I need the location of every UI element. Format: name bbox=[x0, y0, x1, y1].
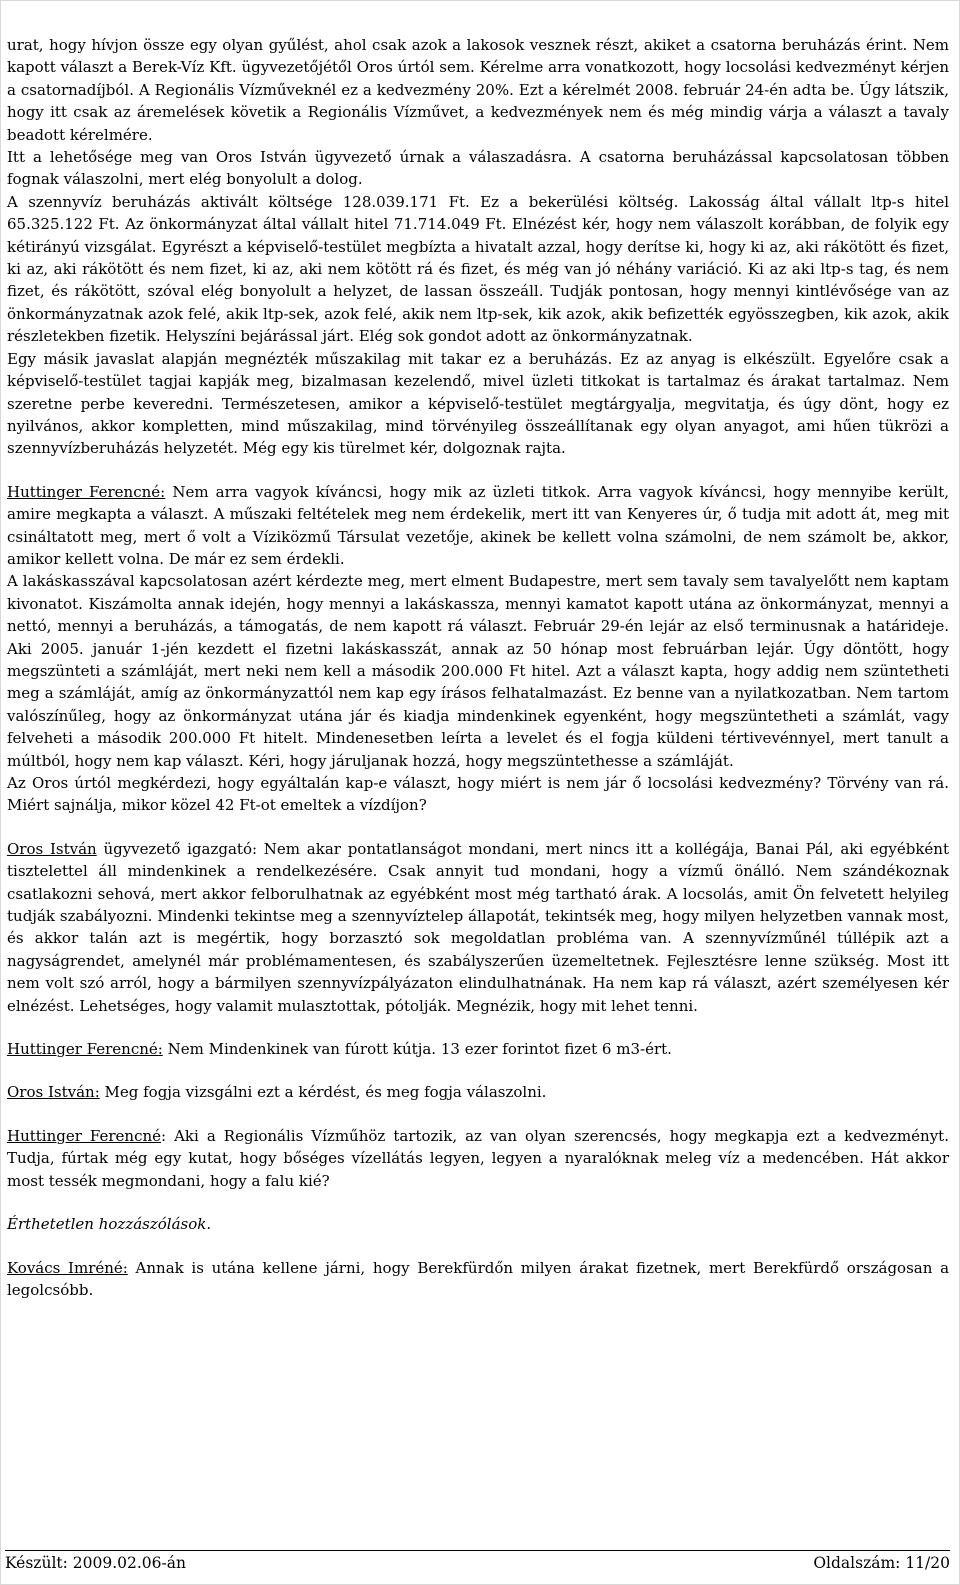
paragraph-text: Nem arra vagyok kíváncsi, hogy mik az üzleti titkok. Arra vagyok kíváncsi, hogy mennyibe került, amire megkapta a választ. A műszaki feltételek meg nem érdekelik, mert itt van Kenyeres úr, ő tudja mit adott át, meg mit csináltatott meg, mert ő volt a Víziközmű Társulat vezetője, akinek be kellett volna számolni, de nem számolt be, akkor, amikor kellett volna. De már ez sem érdekli. bbox=[7, 482, 949, 568]
page-footer bbox=[5, 1550, 950, 1572]
paragraph bbox=[7, 34, 949, 146]
paragraph-text: ügyvezető igazgató: Nem akar pontatlanságot mondani, mert nincs itt a kollégája, Banai Pál, aki egyébként tisztelettel áll mindenkinek a rendelkezésére. Csak annyit tud mondani, hogy a vízmű önálló. Nem szándékoznak csatlakozni sehová, mert akkor felborulhatnak az egyébként most még tartható árak. A locsolás, amit Ön felvetett helyileg tudják szabályozni. Mindenki tekintse meg a szennyvíztelep állapotát, tekintsék meg, hogy milyen helyzetben vannak most, és akkor talán azt is megértik, hogy borzasztó sok megoldatlan probléma van. A szennyvízműnél túllépik azt a nagyságrendet, amelynél már problémamentesen, és szabályszerűen üzemeltetnek. Fejlesztésre lenne szükség. Most itt nem volt szó arról, hogy a bármilyen szennyvízpályázaton elindulhatnának. Ha nem kap rá választ, azért személyesen kér elnézést. Lehetséges, hogy valamit mulasztottak, pótolják. Megnézik, hogy mit lehet tenni. bbox=[7, 839, 949, 1015]
paragraph bbox=[7, 146, 949, 191]
paragraph-text: A szennyvíz beruházás aktivált költsége 128.039.171 Ft. Ez a bekerülési költség. Lakosság által vállalt ltp-s hitel 65.325.122 Ft. Az önkormányzat által vállalt hitel 71.714.049 Ft. Elnézést kér, hogy nem válaszolt korábban, de folyik egy kétirányú vizsgálat. Egyrészt a képviselő-testület megbízta a hivatalt azzal, hogy derítse ki, hogy ki az, aki rákötött és fizet, ki az, aki rákötött és nem fizet, ki az, aki nem kötött rá és fizet, és még van jó néhány variáció. Ki az aki ltp-s tag, és nem fizet, és rákötött, szóval elég bonyolult a helyzet, de lassan összeáll. Tudják pontosan, hogy mennyi kintlévősége van az önkormányzatnak azok felé, akik ltp-sek, azok felé, akik nem ltp-sek, kik azok, akik befizették egyösszegben, kik azok, akik részletekben fizetik. Helyszíni bejárással járt. Elég sok gondot adott az önkormányzatnak. bbox=[7, 192, 949, 346]
speaker-name: Oros István bbox=[7, 839, 97, 858]
speaker-name: Huttinger Ferencné: bbox=[7, 1040, 163, 1059]
speaker-name: Oros István: bbox=[7, 1083, 100, 1102]
paragraph-text: : Aki a Regionális Vízműhöz tartozik, az van olyan szerencsés, hogy megkapja ezt a kedvezményt. Tudja, fúrtak még egy kutat, hogy bőséges vízellátás legyen, legyen a nyaralóknak meleg víz a medencében. Hát akkor most tessék megmondani, hogy a falu kié? bbox=[7, 1126, 949, 1190]
speaker-name: Huttinger Ferencné bbox=[7, 1126, 162, 1145]
paragraph bbox=[7, 838, 949, 1017]
paragraph bbox=[7, 1125, 949, 1192]
paragraph-text: Meg fogja vizsgálni ezt a kérdést, és meg fogja válaszolni. bbox=[99, 1083, 547, 1102]
footer-page-number: Oldalszám: 11/20 bbox=[813, 1554, 950, 1572]
paragraph bbox=[7, 1038, 949, 1060]
paragraph-text: Érthetetlen hozzászólások. bbox=[7, 1215, 212, 1234]
paragraph bbox=[7, 1257, 949, 1302]
paragraph bbox=[7, 481, 949, 571]
paragraph bbox=[7, 1213, 949, 1235]
paragraph bbox=[7, 772, 949, 817]
document-body bbox=[7, 34, 949, 1301]
paragraph bbox=[7, 570, 949, 772]
footer-date: Készült: 2009.02.06-án bbox=[5, 1554, 186, 1572]
paragraph-text: Annak is utána kellene járni, hogy Berekfürdőn milyen árakat fizetnek, mert Berekfürdő országosan a legolcsóbb. bbox=[7, 1258, 950, 1299]
paragraph-text: Itt a lehetősége meg van Oros István ügyvezető úrnak a válaszadásra. A csatorna beruházással kapcsolatosan többen fognak válaszolni, mert elég bonyolult a dolog. bbox=[7, 148, 949, 189]
paragraph-text: Egy másik javaslat alapján megnézték műszakilag mit takar ez a beruházás. Ez az anyag is elkészült. Egyelőre csak a képviselő-testület tagjai kapják meg, bizalmasan kezelendő, mivel üzleti titkokat is tartalmaz és árakat tartalmaz. Nem szeretne perbe keveredni. Természetesen, amikor a képviselő-testület megtárgyalja, megvitatja, és úgy dönt, hogy ez nyilvános, akkor kompletten, mind műszakilag, mind törvényileg összeállítanak egy olyan anyagot, ami hűen tükrözi a szennyvízberuházás helyzetét. Még egy kis türelmet kér, dolgoznak rajta. bbox=[7, 349, 949, 458]
footer-divider bbox=[5, 1550, 950, 1551]
paragraph-text: A lakáskasszával kapcsolatosan azért kérdezte meg, mert elment Budapestre, mert sem tavaly sem tavalyelőtt nem kaptam kivonatot. Kiszámolta annak idején, hogy mennyi a lakáskassza, mennyi kamatot kapott utána az önkormányzat, mennyi a nettó, mennyi a beruházás, a támogatás, de nem kapott rá választ. Február 29-én lejár az első terminusnak a határideje. Aki 2005. január 1-jén kezdett el fizetni lakáskasszát, annak az 50 hónap most februárban lejár. Úgy döntött, hogy megszünteti a számláját, mert neki nem kell a második 200.000 Ft hitel. Azt a választ kapta, hogy addig nem szüntetheti meg a számláját, amíg az önkormányzattól nem kap egy írásos felhatalmazást. Ez benne van a nyilatkozatban. Nem tartom valószínűleg, hogy az önkormányzat utána jár és kiadja mindenkinek egyenként, hogy megszüntetheti a számlát, vagy felveheti a második 200.000 Ft hitelt. Mindenesetben leírta a levelet és el fogja küldeni tértivevénnyel, mert tanult a múltból, hogy nem kap választ. Kéri, hogy járuljanak hozzá, hogy megszüntethesse a számláját. bbox=[7, 572, 949, 770]
paragraph-text: urat, hogy hívjon össze egy olyan gyűlést, ahol csak azok a lakosok vesznek részt, akiket a csatorna beruházás érint. Nem kapott választ a Berek-Víz Kft. ügyvezetőjétől Oros úrtól sem. Kérelme arra vonatkozott, hogy locsolási kedvezményt kérjen a csatornadíjból. A Regionális Vízműveknél ez a kedvezmény 20%. Ezt a kérelmét 2008. február 24-én adta be. Úgy látszik, hogy itt csak az áremelések követik a Regionális Vízművet, a kedvezmények nem és még mindig várja a választ a tavaly beadott kérelmére. bbox=[7, 36, 949, 144]
footer-row bbox=[5, 1554, 950, 1572]
paragraph bbox=[7, 1081, 949, 1103]
paragraph bbox=[7, 348, 949, 460]
speaker-name: Huttinger Ferencné: bbox=[7, 482, 166, 501]
paragraph-text: Az Oros úrtól megkérdezi, hogy egyáltalán kap-e választ, hogy miért is nem jár ő locsolási kedvezmény? Törvény van rá. Miért sajnálja, mikor közel 42 Ft-ot emeltek a vízdíjon? bbox=[7, 774, 949, 815]
paragraph bbox=[7, 191, 949, 348]
paragraph-text: Nem Mindenkinek van fúrott kútja. 13 ezer forintot fizet 6 m3-ért. bbox=[162, 1040, 672, 1059]
speaker-name: Kovács Imréné: bbox=[7, 1258, 128, 1277]
